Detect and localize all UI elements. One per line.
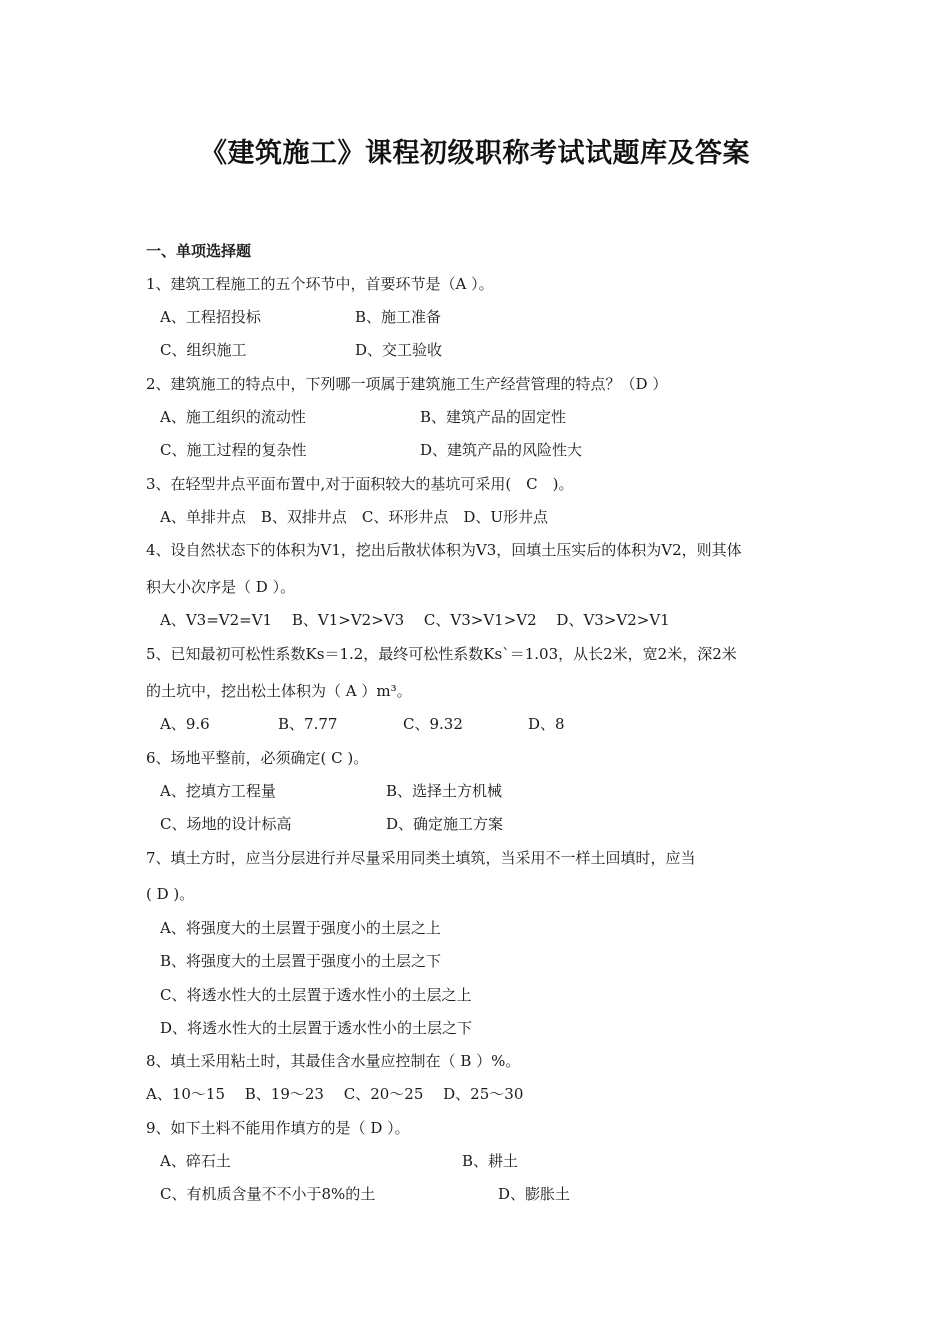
question-2-option-a: A、施工组织的流动性	[160, 408, 306, 426]
question-6-option-b: B、选择土方机械	[386, 782, 503, 800]
question-7-option-d: D、将透水性大的土层置于透水性小的土层之下	[160, 1019, 473, 1037]
question-1-option-b: B、施工准备	[355, 308, 442, 326]
question-1-option-c: C、组织施工	[160, 341, 247, 359]
question-5-stem-line1: 5、已知最初可松性系数Ks＝1.2，最终可松性系数Ks`＝1.03，从长2米，宽2米，深2米	[146, 645, 737, 663]
question-4-options: A、V3=V2=V1 B、V1>V2>V3 C、V3>V1>V2 D、V3>V2>V1	[160, 611, 670, 629]
question-7-option-b: B、将强度大的土层置于强度小的土层之下	[160, 952, 442, 970]
question-9-option-b: B、耕土	[462, 1152, 519, 1170]
question-7-option-c: C、将透水性大的土层置于透水性小的土层之上	[160, 986, 472, 1004]
question-6-option-c: C、场地的设计标高	[160, 815, 292, 833]
question-1-option-a: A、工程招投标	[160, 308, 261, 326]
question-5-option-d: D、8	[528, 715, 565, 733]
section-heading: 一、单项选择题	[146, 242, 252, 260]
question-3-stem: 3、在轻型井点平面布置中,对于面积较大的基坑可采用( C )。	[146, 475, 574, 493]
question-2-stem: 2、建筑施工的特点中，下列哪一项属于建筑施工生产经营管理的特点？（D ）	[146, 375, 668, 393]
question-9-option-a: A、碎石土	[160, 1152, 231, 1170]
question-5-option-c: C、9.32	[403, 715, 463, 733]
question-4-stem-line1: 4、设自然状态下的体积为V1，挖出后散状体积为V3，回填土压实后的体积为V2，则其体	[146, 541, 742, 559]
question-9-option-c: C、有机质含量不不小于8%的土	[160, 1185, 376, 1203]
question-1-stem: 1、建筑工程施工的五个环节中，首要环节是（A ）。	[146, 275, 494, 293]
question-5-stem-line2: 的土坑中，挖出松土体积为（ A ）m³。	[146, 682, 412, 700]
question-7-stem-line2: ( D )。	[146, 885, 195, 903]
question-5-option-a: A、9.6	[160, 715, 210, 733]
question-3-options: A、单排井点 B、双排井点 C、环形井点 D、U形井点	[160, 508, 549, 526]
question-2-option-c: C、施工过程的复杂性	[160, 441, 307, 459]
question-1-option-d: D、交工验收	[355, 341, 443, 359]
question-6-option-a: A、挖填方工程量	[160, 782, 276, 800]
question-7-stem-line1: 7、填土方时，应当分层进行并尽量采用同类土填筑，当采用不一样土回填时，应当	[146, 849, 696, 867]
question-6-stem: 6、场地平整前，必须确定( C )。	[146, 749, 369, 767]
question-7-option-a: A、将强度大的土层置于强度小的土层之上	[160, 919, 441, 937]
question-2-option-d: D、建筑产品的风险性大	[420, 441, 583, 459]
question-6-option-d: D、确定施工方案	[386, 815, 504, 833]
question-9-option-d: D、膨胀土	[498, 1185, 571, 1203]
question-8-stem: 8、填土采用粘土时，其最佳含水量应控制在（ B ）%。	[146, 1052, 521, 1070]
question-2-option-b: B、建筑产品的固定性	[420, 408, 567, 426]
document-title: 《建筑施工》课程初级职称考试试题库及答案	[200, 138, 750, 169]
question-4-stem-line2: 积大小次序是（ D ）。	[146, 578, 296, 596]
question-5-option-b: B、7.77	[278, 715, 338, 733]
question-8-options: A、10～15 B、19～23 C、20～25 D、25～30	[146, 1085, 524, 1103]
question-9-stem: 9、如下土料不能用作填方的是（ D ）。	[146, 1119, 410, 1137]
